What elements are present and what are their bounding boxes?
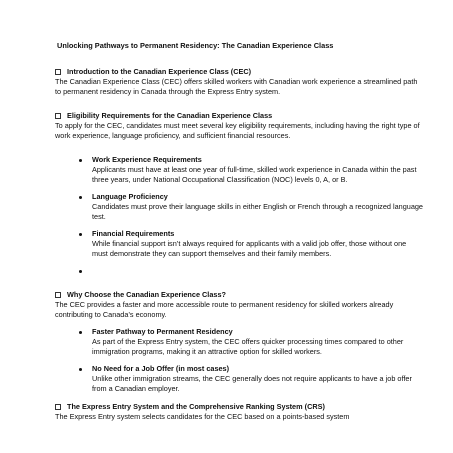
section-paragraph: The Express Entry system selects candidates for the CEC based on a points-based system [55,412,350,421]
section-heading-row [55,290,423,300]
document-title: Unlocking Pathways to Permanent Residency: The Canadian Experience Class [57,41,334,50]
section-introduction [55,67,423,97]
bullet-title: Language Proficiency [92,192,168,201]
section-heading-row [55,111,423,121]
bullet-text: As part of the Express Entry system, the CEC offers quicker processing times compared to other immigration programs, making it an attractive option for skilled workers. [92,337,404,356]
section-paragraph: To apply for the CEC, candidates must meet several key eligibility requirements, including having the right type of work experience, language proficiency, and sufficient financial resources. [55,121,420,140]
section-heading-row [55,67,423,77]
bullet-text: Applicants must have at least one year of full-time, skilled work experience in Canada within the past three years, under National Occupational Classification (NOC) levels 0, A, or B. [92,165,417,184]
bullet-list [55,155,423,276]
bullet-icon [79,270,82,273]
section-eligibility [55,111,423,276]
bullet-icon [79,159,82,162]
section-paragraph: The Canadian Experience Class (CEC) offers skilled workers with Canadian work experience a streamlined path to permanent residency in Canada through the Express Entry system. [55,77,418,96]
section-heading: Why Choose the Canadian Experience Class? [67,290,226,299]
list-item [79,192,423,222]
bullet-icon [79,196,82,199]
empty-list-item [79,266,423,276]
section-paragraph: The CEC provides a faster and more accessible route to permanent residency for skilled workers already contributing to Canada’s economy. [55,300,394,319]
section-heading: Introduction to the Canadian Experience Class (CEC) [67,67,252,76]
checkbox-glyph-icon [55,113,61,119]
section-why-cec [55,290,423,394]
list-item [79,364,423,394]
section-heading: The Express Entry System and the Comprehensive Ranking System (CRS) [67,402,325,411]
list-item [79,327,423,357]
list-item [79,229,423,259]
bullet-icon [79,233,82,236]
checkbox-glyph-icon [55,69,61,75]
checkbox-glyph-icon [55,292,61,298]
list-item [79,155,423,185]
bullet-list [55,327,423,394]
section-heading: Eligibility Requirements for the Canadian Experience Class [67,111,273,120]
bullet-title: Work Experience Requirements [92,155,202,164]
bullet-text: Candidates must prove their language skills in either English or French through a recognized language test. [92,202,423,221]
bullet-text: Unlike other immigration streams, the CEC generally does not require applicants to have a job offer from a Canadian employer. [92,374,412,393]
bullet-text: While financial support isn’t always required for applicants with a valid job offer, those without one must demonstrate they can support themselves and their family members. [92,239,407,258]
bullet-title: Faster Pathway to Permanent Residency [92,327,233,336]
bullet-title: Financial Requirements [92,229,175,238]
checkbox-glyph-icon [55,404,61,410]
section-heading-row [55,402,423,412]
bullet-icon [79,331,82,334]
bullet-icon [79,368,82,371]
bullet-title: No Need for a Job Offer (in most cases) [92,364,230,373]
section-express-entry [55,402,423,422]
